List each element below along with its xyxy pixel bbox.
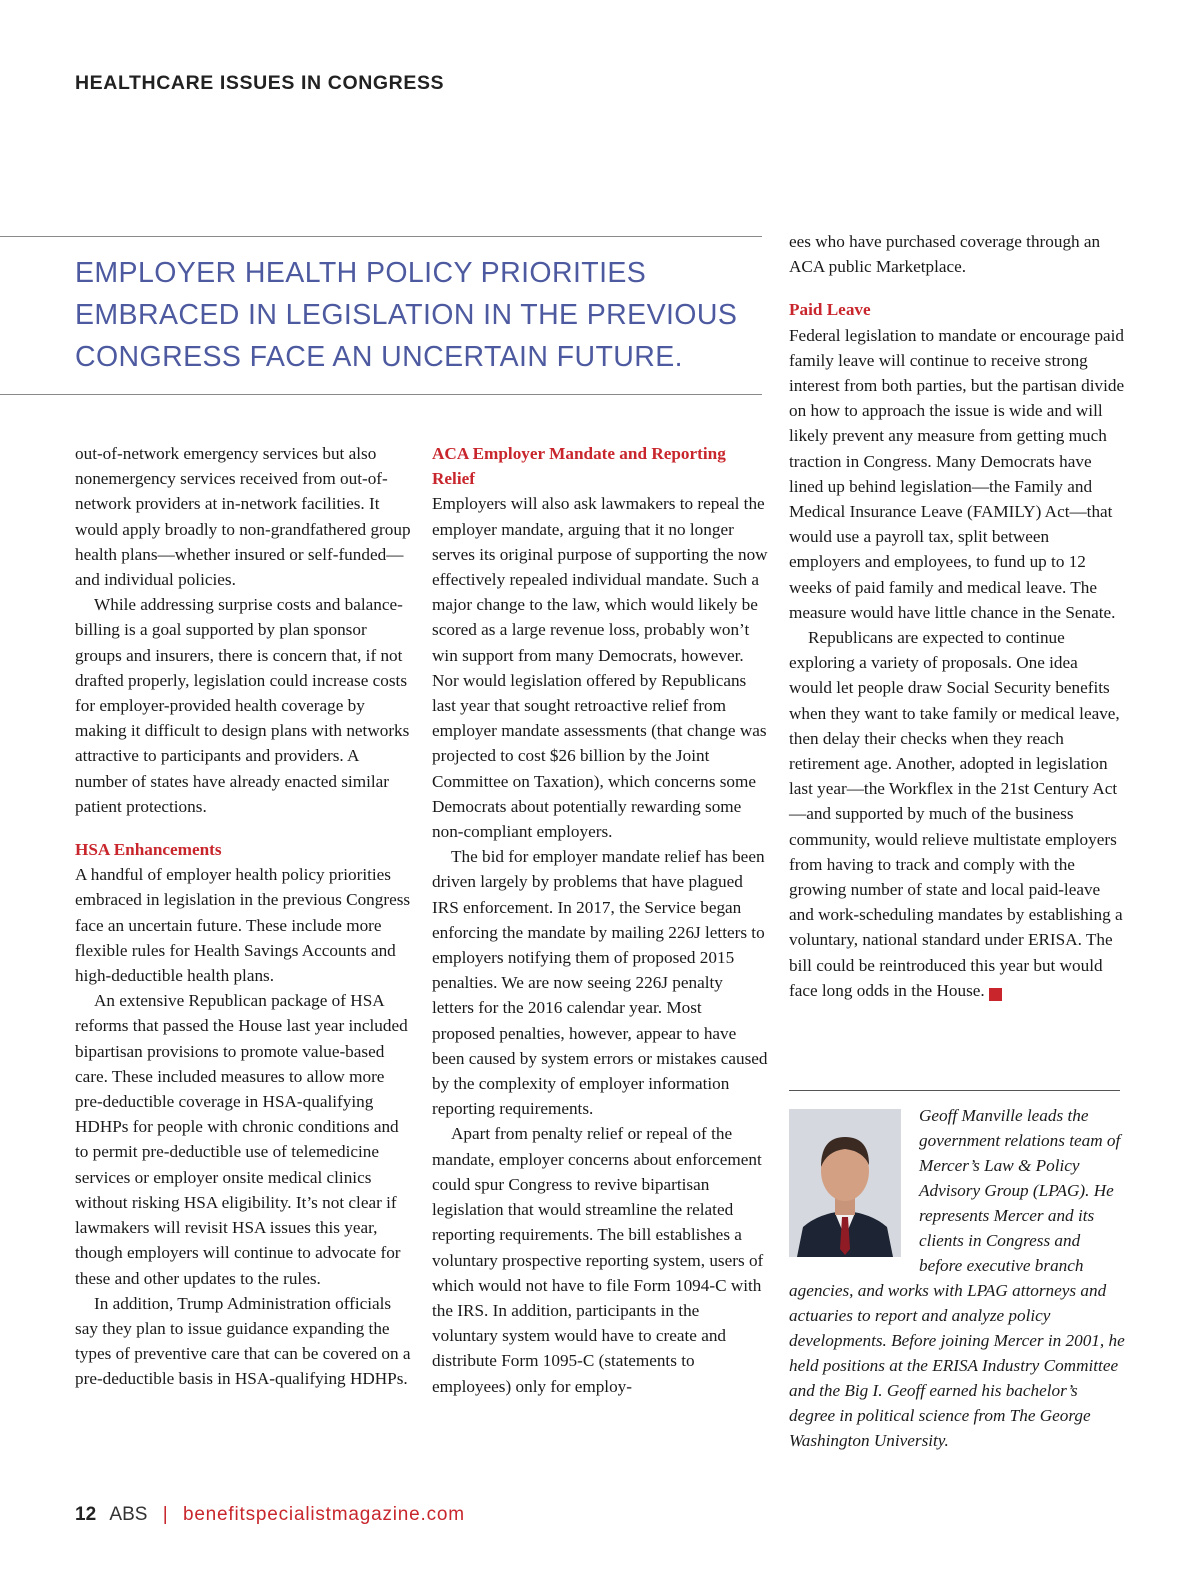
paragraph: Employers will also ask lawmakers to repeal the employer mandate, arguing that it no longer serves its original purpose of supporting the now effectively repealed individual mandate. Such a major change to the law, which would likely be scored as a large revenue loss, probably won’t win support from many Democrats, however. Nor would legislation offered by Republicans last year that sought retroactive relief from employer mandate assessments (that change was projected to cost $26 billion by the Joint Committee on Taxation), which concerns some Democrats about potentially rewarding some non-compliant employers.	[432, 494, 768, 842]
paragraph: The bid for employer mandate relief has been driven largely by problems that have plagued IRS enforcement. In 2017, the Service began enforcing the mandate by mailing 226J letters to employers notifying them of proposed 2015 penalties. We are now seeing 226J penalty letters for the 2016 calendar year. Most proposed penalties, however, appear to have been caused by system errors or mistakes caused by the complexity of employer information reporting requirements.	[432, 847, 768, 1119]
bio-rule	[789, 1090, 1120, 1091]
author-bio-text: Geoff Manville leads the government relations team of Mercer’s Law & Policy Advisory Group (LPAG). He represents Mercer and its clients in Congress and before executive branch agencies, and works with LPAG attorneys and actuaries to report and analyze policy developments. Before joining Mercer in 2001, he held positions at the ERISA Industry Committee and the Big I. Geoff earned his bachelor’s degree in political science from The George Washington University.	[789, 1106, 1125, 1450]
end-of-article-icon: ▦	[989, 988, 1002, 1001]
paragraph-last	[789, 625, 1125, 1003]
article-column-2	[432, 441, 768, 1399]
author-headshot	[789, 1109, 901, 1257]
footer-separator: |	[162, 1504, 168, 1525]
magazine-abbrev: ABS	[109, 1504, 148, 1525]
paragraph: A handful of employer health policy priorities embraced in legislation in the previous Congress face an uncertain future. These include more flexible rules for Health Savings Accounts and high-deductible health plans.	[75, 865, 411, 986]
paragraph: In addition, Trump Administration officials say they plan to issue guidance expanding the types of preventive care that can be covered on a pre-deductible basis in HSA-qualifying HDHPs.	[75, 1293, 411, 1389]
hsa-subheading: HSA Enhancements	[75, 840, 222, 860]
paid-leave-subheading: Paid Leave	[789, 300, 871, 320]
paragraph: While addressing surprise costs and balance-billing is a goal supported by plan sponsor groups and insurers, there is concern that, if not drafted properly, legislation could increase costs for employer-provided health coverage by making it difficult to design plans with networks attractive to participants and providers. A number of states have already enacted similar patient protections.	[75, 595, 410, 816]
section-label: HEALTHCARE ISSUES IN CONGRESS	[75, 72, 445, 94]
paragraph: Federal legislation to mandate or encourage paid family leave will continue to receive strong interest from both parties, but the partisan divide on how to approach the issue is wide and will likely prevent any measure from getting much traction in Congress. Many Democrats have lined up behind legislation—the Family and Medical Insurance Leave (FAMILY) Act—that would use a payroll tax, split between employers and employees, to fund up to 12 weeks of paid family and medical leave. The measure would have little chance in the Senate.	[789, 325, 1125, 622]
magazine-url-link[interactable]: benefitspecialistmagazine.com	[182, 1504, 465, 1525]
paragraph: ees who have purchased coverage through an ACA public Marketplace.	[789, 232, 1101, 277]
paragraph: Apart from penalty relief or repeal of the mandate, employer concerns about enforcement could spur Congress to revive bipartisan legislation that would streamline the related reporting requirements. The bill establishes a voluntary prospective reporting system, users of which would not have to file Form 1094-C with the IRS. In addition, participants in the voluntary system would have to create and distribute Form 1095-C (statements to employees) only for employ-	[432, 1124, 764, 1396]
paragraph: out-of-network emergency services but also nonemergency services received from out-of-network providers at in-network facilities. It would apply broadly to non-grandfathered group health plans—whether insured or self-funded—and individual policies.	[75, 444, 411, 590]
paragraph: An extensive Republican package of HSA reforms that passed the House last year included bipartisan provisions to promote value-based care. These included measures to allow more pre-deductible coverage in HSA-qualifying HDHPs for people with chronic conditions and to permit pre-deductible use of telemedicine services or employer onsite medical clinics without risking HSA eligibility. It’s not clear if lawmakers will revisit HSA issues this year, though employers will continue to advocate for these and other updates to the rules.	[75, 991, 408, 1288]
headshot-illustration	[789, 1109, 901, 1257]
pull-quote-top-rule	[0, 236, 762, 237]
article-column-3	[789, 229, 1125, 1003]
aca-subheading: ACA Employer Mandate and Reporting Relief	[432, 444, 726, 489]
page-footer	[75, 1504, 465, 1526]
author-bio	[789, 1103, 1125, 1453]
pull-quote-bottom-rule	[0, 394, 762, 395]
article-column-1	[75, 441, 411, 1392]
paragraph-text: Republicans are expected to continue exploring a variety of proposals. One idea would let people draw Social Security benefits when they want to take family or medical leave, then delay their checks when they reach retirement age. Another, adopted in legislation last year—the Workflex in the 21st Century Act—and supported by much of the business community, would relieve multistate employers from having to track and comply with the growing number of state and local paid-leave and work-scheduling mandates by establishing a voluntary, national standard under ERISA. The bill could be reintroduced this year but would face long odds in the House.	[789, 628, 1123, 1000]
page-number: 12	[75, 1504, 97, 1525]
pull-quote: EMPLOYER HEALTH POLICY PRIORITIES EMBRACED IN LEGISLATION IN THE PREVIOUS CONGRESS FACE AN UNCERTAIN FUTURE.	[75, 257, 738, 373]
